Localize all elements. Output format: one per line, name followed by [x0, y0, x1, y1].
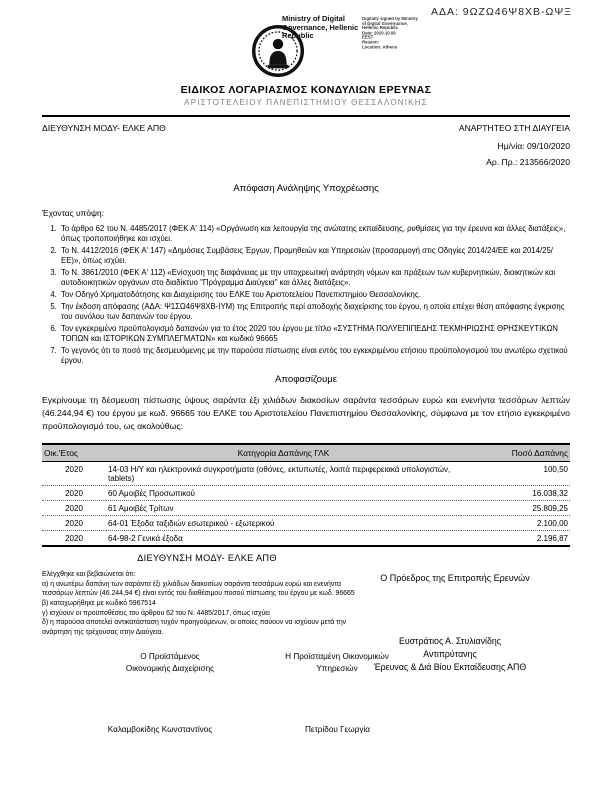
- cell-year: 2020: [42, 462, 106, 486]
- financial-services-head-name: Πετρίδου Γεωργία: [305, 725, 370, 735]
- table-header-row: [42, 444, 570, 462]
- sig-line: Date: 2020.10.09: [362, 31, 396, 36]
- cell-amount: 25.809,25: [461, 501, 570, 516]
- ministry-stamp-label: Ministry of Digital Governance, Hellenic Republic: [282, 14, 359, 41]
- cell-category: 64-01 Έξοδα ταξιδιών εσωτερικού - εξωτερικού: [106, 516, 461, 531]
- department-label: ΔΙΕΥΘΥΝΣΗ ΜΟΔΥ- ΕΛΚΕ ΑΠΘ: [42, 123, 166, 133]
- column-header-amount: Ποσό Δαπάνης: [461, 444, 570, 462]
- financial-services-head-signature-title: [247, 651, 427, 673]
- header-divider: [42, 115, 570, 117]
- ada-code: ΑΔΑ: 9ΩΖΩ46Ψ8ΧΒ-ΩΨΞ: [430, 6, 572, 18]
- table-row: [42, 501, 570, 516]
- cell-year: 2020: [42, 501, 106, 516]
- president-role: Έρευνας & Διά Βίου Εκπαίδευσης ΑΠΘ: [373, 661, 527, 672]
- cell-category: 61 Αμοιβές Τρίτων: [106, 501, 461, 516]
- organization-name: ΕΙΔΙΚΟΣ ΛΟΓΑΡΙΑΣΜΟΣ ΚΟΝΔΥΛΙΩΝ ΕΡΕΥΝΑΣ: [180, 84, 432, 96]
- having-regard-label: Έχοντας υπόψη:: [42, 207, 104, 218]
- sig-line: Hellenic Republic: [362, 26, 399, 31]
- document-date: Ημ/νία: 09/10/2020: [497, 141, 570, 151]
- cell-amount: 2.196,87: [461, 531, 570, 547]
- list-item: 7. Το γεγονός ότι το ποσό της δεσμευόμενης με την παρούσα πίστωσης είναι εντός του εγκεκριμένου ετήσιου προϋπολογισμού του ανωτέρω σχετικού έργου.: [59, 346, 570, 367]
- cell-category: 14-03 Η/Υ και ηλεκτρονικά συγκροτήματα (οθόνες, εκτυπωτές, λοιπά περιφερειακά υπολογιστών, tablets): [106, 462, 461, 486]
- column-header-year: Οικ.'Ετος: [42, 444, 106, 462]
- president-role: Αντιπρύτανης: [423, 649, 477, 660]
- verification-point: β) καταχωρήθηκε με κωδικό 5967514: [42, 600, 156, 607]
- verification-point: γ) ισχύουν οι προϋποθέσεις του άρθρου 62 του Ν. 4485/2017, όπως ισχύει: [42, 609, 270, 617]
- finance-manager-name: Καλαμβοκίδης Κωνσταντίνος: [107, 725, 213, 735]
- list-item: 3. Το Ν. 3861/2010 (ΦΕΚ Α' 112) «Ενίσχυση της διαφάνειας με την υποχρεωτική ανάρτηση νόμων και πράξεων των κυβερνητικών, διοικητικών και αυτοδιοικητικών οργάνων στο διαδίκτυο "Πρόγραμμα Διαύγεια" και άλλες διατάξεις».: [59, 268, 570, 289]
- cell-year: 2020: [42, 531, 106, 547]
- verification-point: δ) η παρούσα αποτελεί αντικατάσταση τυχόν προηγούμενων, οι οποίες παύουν να ισχύουν μετά την ανάρτηση της τρέχουσας στην Διαύγεια.: [42, 619, 347, 636]
- university-name: ΑΡΙΣΤΟΤΕΛΕΙΟΥ ΠΑΝΕΠΙΣΤΗΜΙΟΥ ΘΕΣΣΑΛΟΝΙΚΗΣ: [184, 98, 428, 107]
- list-item: 1. Το άρθρο 62 του Ν. 4485/2017 (ΦΕΚ Α' 114) «Οργάνωση και λειτουργία της ανώτατης εκπαίδευσης, ρυθμίσεις για την έρευνα και άλλες διατάξεις», όπως τροποποιήθηκε και ισχύει.: [59, 224, 570, 245]
- cell-category: 60 Αμοιβές Προσωπικού: [106, 486, 461, 501]
- division-heading: ΔΙΕΥΘΥΝΣΗ ΜΟΔΥ- ΕΛΚΕ ΑΠΘ: [137, 553, 277, 564]
- signature-title-line: Οικονομικής Διαχείρισης: [125, 663, 215, 673]
- verification-point: α) η ανωτέρω δαπάνη των σαράντα έξι χιλιάδων διακοσίων σαράντα τεσσάρων ευρώ και ενενήντα τεσσάρων λεπτών (46.244,94 €) είναι εντός του διαθέσιμου ποσού πίστωσης του έργου με κωδ. 96665: [42, 580, 355, 598]
- digital-signature-text: [362, 17, 441, 50]
- table-row: [42, 486, 570, 501]
- list-item: 4. Τον Οδηγό Χρηματοδότησης και Διαχείρισης του ΕΛΚΕ του Αριστοτελείου Πανεπιστημίου Θεσσαλονίκης.: [59, 290, 570, 300]
- column-header-category: Κατηγορία Δαπάνης ΓΛΚ: [106, 444, 461, 462]
- president-signature-title: Ο Πρόεδρος της Επιτροπής Ερευνών: [380, 573, 530, 584]
- cell-amount: 100,50: [461, 462, 570, 486]
- cell-category: 64-98-2 Γενικά έξοδα: [106, 531, 461, 547]
- cell-year: 2020: [42, 516, 106, 531]
- signature-title-line: Η Προϊσταμένη Οικονομικών: [285, 652, 389, 662]
- sig-line: EEST: [362, 35, 374, 41]
- table-row: [42, 531, 570, 547]
- president-name: Ευστράτιος Α. Στυλιανίδης: [398, 636, 502, 647]
- sig-line: Location: Athens: [362, 45, 398, 50]
- signature-title-line: Ο Προϊστάμενος: [140, 652, 200, 662]
- digital-signature-stamp: [250, 13, 440, 79]
- finance-manager-signature-title: [90, 651, 250, 673]
- table-row: [42, 516, 570, 531]
- decision-paragraph: Εγκρίνουμε τη δέσμευση πίστωσης ύψους σαράντα έξι χιλιάδων διακοσίων σαράντα τεσσάρων ευρώ και ενενήντα τεσσάρων λεπτών (46.244,94 €) του έργου με κωδ. 96665 του ΕΛΚΕ του Αριστοτελείου Πανεπιστημίου Θεσσαλονίκης, σύμφωνα με τον ετήσιο εγκεκριμένο προϋπολογισμό του, ως ακολούθως:: [42, 395, 570, 432]
- decide-heading: Αποφασίζουμε: [274, 374, 337, 386]
- verification-block: [42, 570, 360, 637]
- sig-line: Digitally signed by Ministry: [362, 17, 418, 22]
- sig-line: Reason:: [362, 40, 380, 46]
- budget-table: [42, 443, 570, 547]
- document-title: Απόφαση Ανάληψης Υποχρέωσης: [233, 182, 379, 194]
- table-row: [42, 462, 570, 486]
- signatures-section: [42, 553, 570, 753]
- list-item: 6. Τον εγκεκριμένο προϋπολογισμό δαπανών για το έτος 2020 του έργου με τίτλο «ΣΥΣΤΗΜΑ ΠΟΛΥΕΠΙΠΕΔΗΣ ΤΕΚΜΗΡΙΩΣΗΣ ΘΡΗΣΚΕΥΤΙΚΩΝ ΤΟΠΩΝ και ΙΣΤΟΡΙΚΩΝ ΣΥΜΠΛΕΓΜΑΤΩΝ» και κωδικό 96665: [59, 324, 570, 345]
- protocol-number: Αρ. Πρ.: 213566/2020: [486, 157, 570, 168]
- signature-title-line: Υπηρεσιών: [316, 663, 358, 673]
- sig-line: of Digital Governance,: [362, 21, 408, 27]
- cell-amount: 16.038,32: [461, 486, 570, 501]
- legal-basis-list: [42, 224, 570, 367]
- diavgeia-posting-label: ΑΝΑΡΤΗΤΕΟ ΣΤΗ ΔΙΑΥΓΕΙΑ: [458, 123, 570, 133]
- list-item: 2. Το Ν. 4412/2016 (ΦΕΚ Α' 147) «Δημόσιες Συμβάσεις Έργων, Προμηθειών και Υπηρεσιών (προσαρμογή στις Οδηγίες 2014/24/ΕΕ και 2014/25/ΕΕ)», όπως ισχύει.: [59, 246, 570, 267]
- cell-amount: 2.100,00: [461, 516, 570, 531]
- cell-year: 2020: [42, 486, 106, 501]
- list-item: 5. Την έκδοση απόφασης (ΑΔΑ: Ψ1ΣΩ46Ψ8ΧΒ-ΙΥΜ) της Επιτροπής περί αποδοχής διαχείρισης του έργου, η οποία επέχει θέση απόφασης έγκρισης του συνόλου των δαπανών του έργου.: [59, 302, 570, 323]
- verification-intro: Ελέγχθηκε και βεβαιώνεται ότι:: [42, 571, 136, 579]
